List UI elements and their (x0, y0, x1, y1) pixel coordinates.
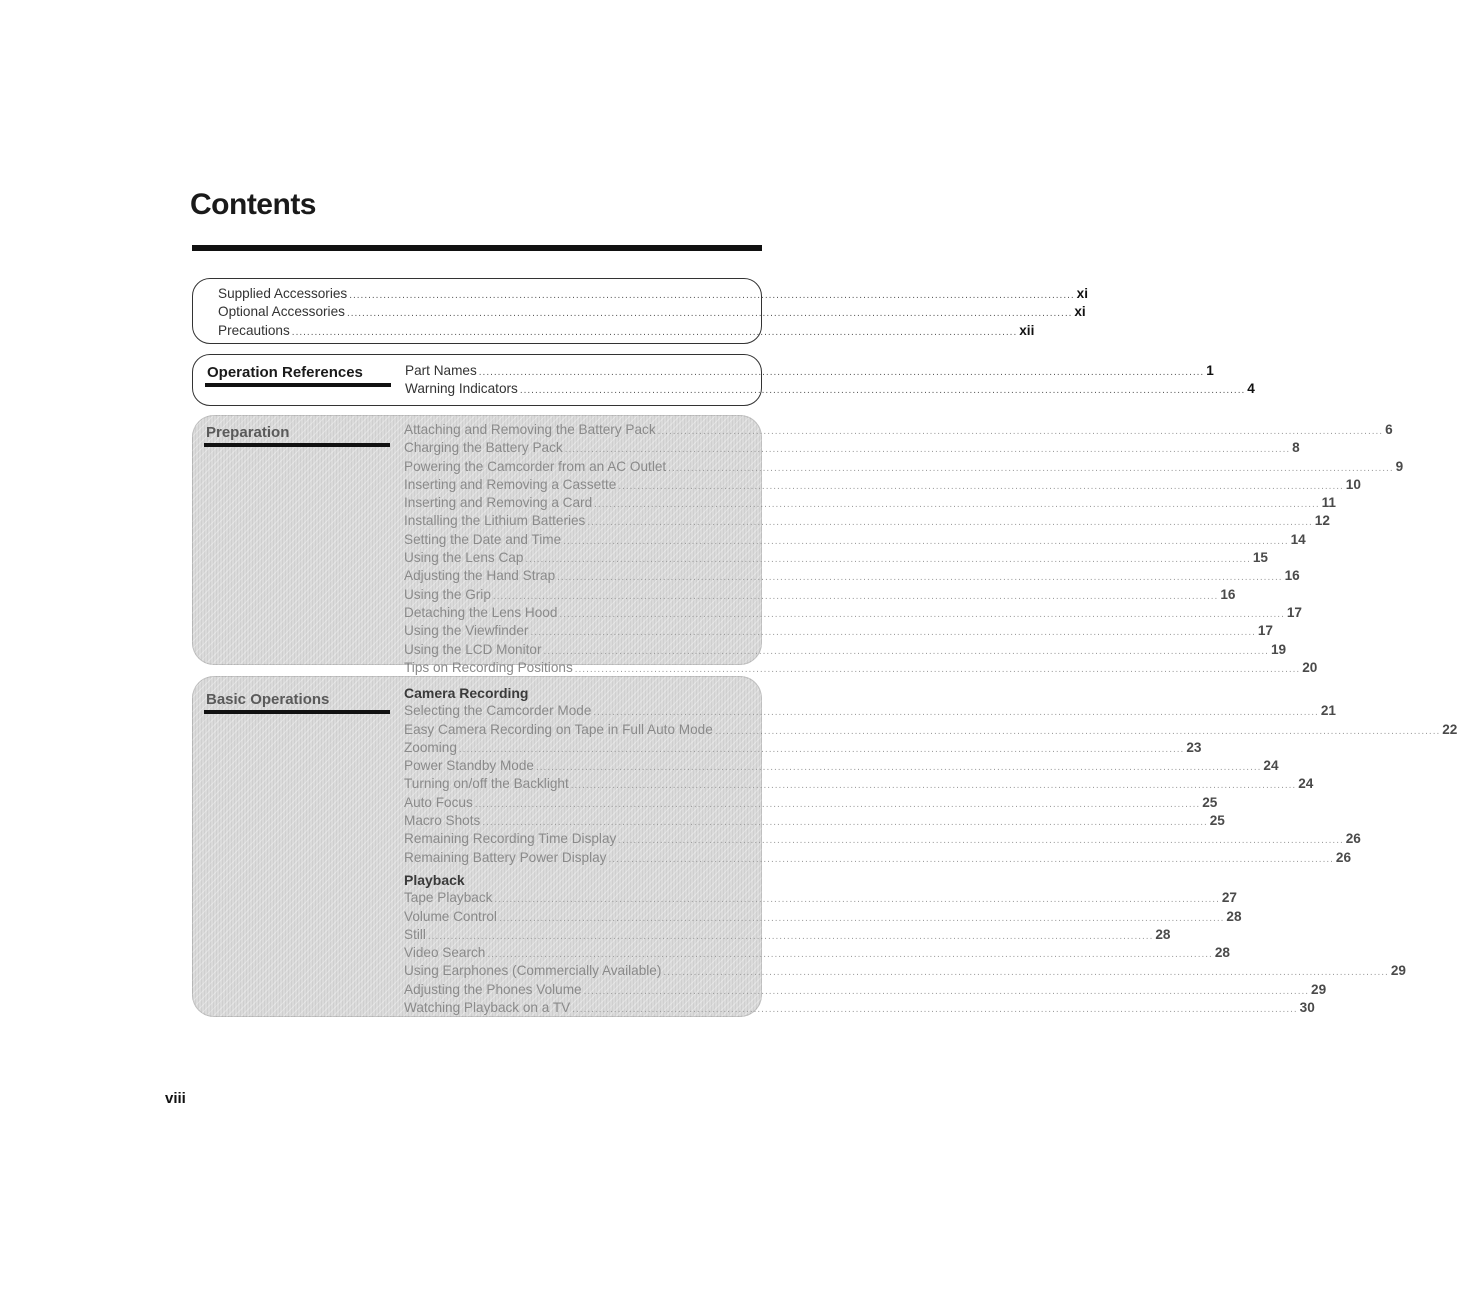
toc-entry-label: Zooming (404, 739, 457, 755)
toc-leader-dots (618, 478, 1343, 496)
toc-entry-page: 30 (1299, 1000, 1315, 1016)
toc-entry-page: 12 (1314, 513, 1330, 529)
toc-entry (404, 812, 1225, 830)
toc-entry-label: Tape Playback (404, 890, 493, 906)
toc-entry-label: Easy Camera Recording on Tape in Full Auto Mode (404, 721, 713, 737)
toc-entry-page: 28 (1226, 908, 1242, 924)
toc-leader-dots (475, 796, 1200, 814)
toc-entry-page: 15 (1252, 550, 1268, 566)
toc-leader-dots (536, 759, 1261, 777)
title-rule (192, 245, 762, 251)
toc-entry (404, 739, 1202, 757)
toc-leader-dots (479, 364, 1204, 382)
toc-entry (404, 944, 1230, 962)
toc-entry-label: Setting the Date and Time (404, 531, 562, 547)
toc-entry (404, 586, 1236, 604)
preparation-list (404, 421, 1404, 677)
toc-entry (404, 775, 1314, 793)
basic-operations-underline (204, 710, 390, 714)
toc-entry-page: 16 (1284, 568, 1300, 584)
toc-entry-label: Inserting and Removing a Cassette (404, 476, 617, 492)
toc-leader-dots (594, 496, 1319, 514)
toc-entry-page: 20 (1302, 659, 1318, 675)
toc-entry-label: Attaching and Removing the Battery Pack (404, 422, 656, 437)
toc-entry-page: 21 (1320, 703, 1336, 719)
toc-leader-dots (587, 514, 1312, 532)
toc-entry-label: Volume Control (404, 908, 497, 924)
basic-operations-list (404, 684, 1457, 1017)
toc-entry-label: Precautions (218, 322, 290, 338)
preparation-heading: Preparation (206, 424, 290, 441)
toc-entry-label: Inserting and Removing a Card (404, 495, 593, 511)
toc-leader-dots (428, 928, 1153, 946)
toc-entry (404, 458, 1404, 476)
toc-leader-dots (563, 533, 1288, 551)
playback-subheading: Playback (404, 871, 465, 888)
toc-entry-page: 25 (1202, 794, 1218, 810)
operation-references-box (192, 354, 1255, 406)
toc-leader-dots (525, 551, 1250, 569)
toc-entry-label: Watching Playback on a TV (404, 1000, 571, 1016)
toc-entry-page: 11 (1321, 495, 1336, 511)
toc-entry (404, 830, 1361, 848)
toc-leader-dots (658, 423, 1383, 441)
toc-entry (404, 889, 1237, 907)
toc-entry-label: Charging the Battery Pack (404, 440, 563, 456)
toc-entry-page: 26 (1335, 849, 1352, 865)
toc-leader-dots (572, 1001, 1297, 1019)
toc-entry-label: Still (404, 926, 426, 942)
preparation-underline (204, 443, 390, 447)
toc-leader-dots (557, 569, 1282, 587)
toc-entry-page: xi (1076, 286, 1088, 301)
toc-entry (404, 531, 1306, 549)
toc-entry-page: 14 (1290, 531, 1306, 547)
toc-entry (218, 322, 1035, 340)
operation-references-underline (205, 383, 391, 387)
operation-references-heading: Operation References (207, 364, 363, 381)
toc-entry (404, 512, 1330, 530)
toc-entry-page: 27 (1221, 890, 1237, 906)
toc-entry-label: Powering the Camcorder from an AC Outlet (404, 458, 667, 474)
toc-leader-dots (565, 441, 1290, 459)
toc-entry (404, 721, 1457, 739)
front-matter-box (192, 278, 1088, 344)
toc-entry-label: Auto Focus (404, 794, 473, 810)
toc-leader-dots (584, 983, 1309, 1001)
toc-entry-page: 28 (1214, 945, 1230, 961)
toc-leader-dots (559, 606, 1284, 624)
toc-entry (404, 641, 1287, 659)
toc-entry-page: 26 (1345, 831, 1361, 847)
toc-entry (404, 659, 1318, 677)
toc-entry-label: Turning on/off the Backlight (404, 776, 569, 792)
toc-entry-page: 24 (1298, 776, 1314, 792)
toc-leader-dots (292, 324, 1017, 342)
toc-entry (404, 421, 1393, 439)
toc-entry (404, 849, 1352, 867)
toc-leader-dots (459, 741, 1184, 759)
toc-entry (404, 604, 1302, 622)
basic-operations-box (192, 676, 1457, 1017)
toc-leader-dots (571, 777, 1296, 795)
toc-leader-dots (530, 624, 1255, 642)
preparation-box (192, 415, 1404, 675)
toc-entry-page: xii (1019, 322, 1035, 338)
toc-entry (405, 362, 1214, 380)
toc-entry-page: 8 (1292, 440, 1300, 456)
toc-entry-page: xi (1074, 304, 1086, 320)
toc-entry-page: 1 (1206, 363, 1214, 378)
toc-entry-page: 25 (1209, 813, 1225, 829)
toc-leader-dots (608, 851, 1333, 869)
toc-entry-label: Installing the Lithium Batteries (404, 513, 586, 529)
toc-leader-dots (349, 287, 1074, 305)
toc-entry-label: Remaining Recording Time Display (404, 831, 617, 847)
toc-entry (404, 981, 1327, 999)
toc-leader-dots (494, 891, 1219, 909)
toc-entry-label: Tips on Recording Positions (404, 659, 573, 675)
toc-leader-dots (668, 460, 1393, 478)
toc-entry-label: Adjusting the Phones Volume (404, 981, 582, 997)
toc-entry-label: Detaching the Lens Hood (404, 604, 558, 620)
toc-entry-label: Selecting the Camcorder Mode (404, 703, 592, 719)
toc-entry-page: 23 (1186, 739, 1202, 755)
toc-entry (404, 702, 1336, 720)
toc-entry-page: 9 (1395, 458, 1404, 474)
toc-entry-page: 17 (1286, 604, 1302, 620)
toc-entry-label: Remaining Battery Power Display (404, 849, 607, 865)
toc-entry-page: 28 (1155, 926, 1171, 942)
toc-entry (404, 622, 1273, 640)
toc-entry-page: 4 (1247, 381, 1255, 397)
toc-entry-label: Using the Lens Cap (404, 550, 524, 566)
toc-entry (218, 285, 1088, 303)
toc-entry (218, 303, 1086, 321)
toc-entry-label: Warning Indicators (405, 381, 518, 397)
toc-leader-dots (544, 643, 1269, 661)
toc-entry (404, 567, 1300, 585)
toc-entry-page: 19 (1270, 641, 1287, 657)
toc-leader-dots (520, 382, 1245, 400)
toc-entry (404, 926, 1171, 944)
toc-entry-page: 22 (1442, 721, 1457, 737)
toc-leader-dots (715, 723, 1440, 741)
toc-leader-dots (618, 832, 1343, 850)
page-title: Contents (190, 188, 316, 221)
toc-leader-dots (493, 588, 1218, 606)
camera-recording-list (404, 702, 1457, 867)
toc-entry (404, 549, 1268, 567)
toc-entry-page: 24 (1263, 758, 1279, 774)
toc-entry (404, 999, 1315, 1017)
toc-entry-label: Part Names (405, 363, 477, 378)
toc-entry-label: Optional Accessories (218, 304, 345, 320)
toc-entry (404, 908, 1242, 926)
toc-entry-label: Using the Viewfinder (404, 623, 529, 639)
toc-entry (404, 962, 1406, 980)
toc-entry-label: Using the LCD Monitor (404, 641, 542, 657)
toc-entry-page: 17 (1257, 623, 1273, 639)
toc-entry-page: 29 (1390, 963, 1406, 979)
page-number: viii (165, 1090, 186, 1107)
toc-entry-label: Using the Grip (404, 586, 491, 602)
toc-entry (404, 757, 1279, 775)
front-matter-list (218, 285, 1088, 340)
toc-leader-dots (499, 910, 1224, 928)
toc-entry-label: Adjusting the Hand Strap (404, 568, 556, 584)
toc-leader-dots (347, 305, 1072, 323)
toc-entry (404, 794, 1218, 812)
toc-entry-label: Supplied Accessories (218, 286, 348, 301)
basic-operations-heading: Basic Operations (206, 691, 330, 708)
toc-entry (404, 476, 1361, 494)
toc-entry-page: 16 (1220, 586, 1236, 602)
toc-entry-page: 6 (1385, 422, 1393, 437)
toc-entry-label: Video Search (404, 945, 486, 961)
toc-entry-page: 29 (1311, 981, 1327, 997)
toc-entry-label: Power Standby Mode (404, 758, 534, 774)
playback-list (404, 889, 1406, 1017)
toc-entry-label: Macro Shots (404, 813, 481, 829)
toc-entry (404, 439, 1300, 457)
toc-leader-dots (663, 964, 1388, 982)
toc-entry (404, 494, 1336, 512)
camera-recording-subheading: Camera Recording (404, 685, 529, 701)
toc-entry-label: Using Earphones (Commercially Available) (404, 963, 662, 979)
toc-entry (405, 380, 1255, 398)
operation-references-list (405, 362, 1255, 399)
toc-entry-page: 10 (1345, 476, 1361, 492)
